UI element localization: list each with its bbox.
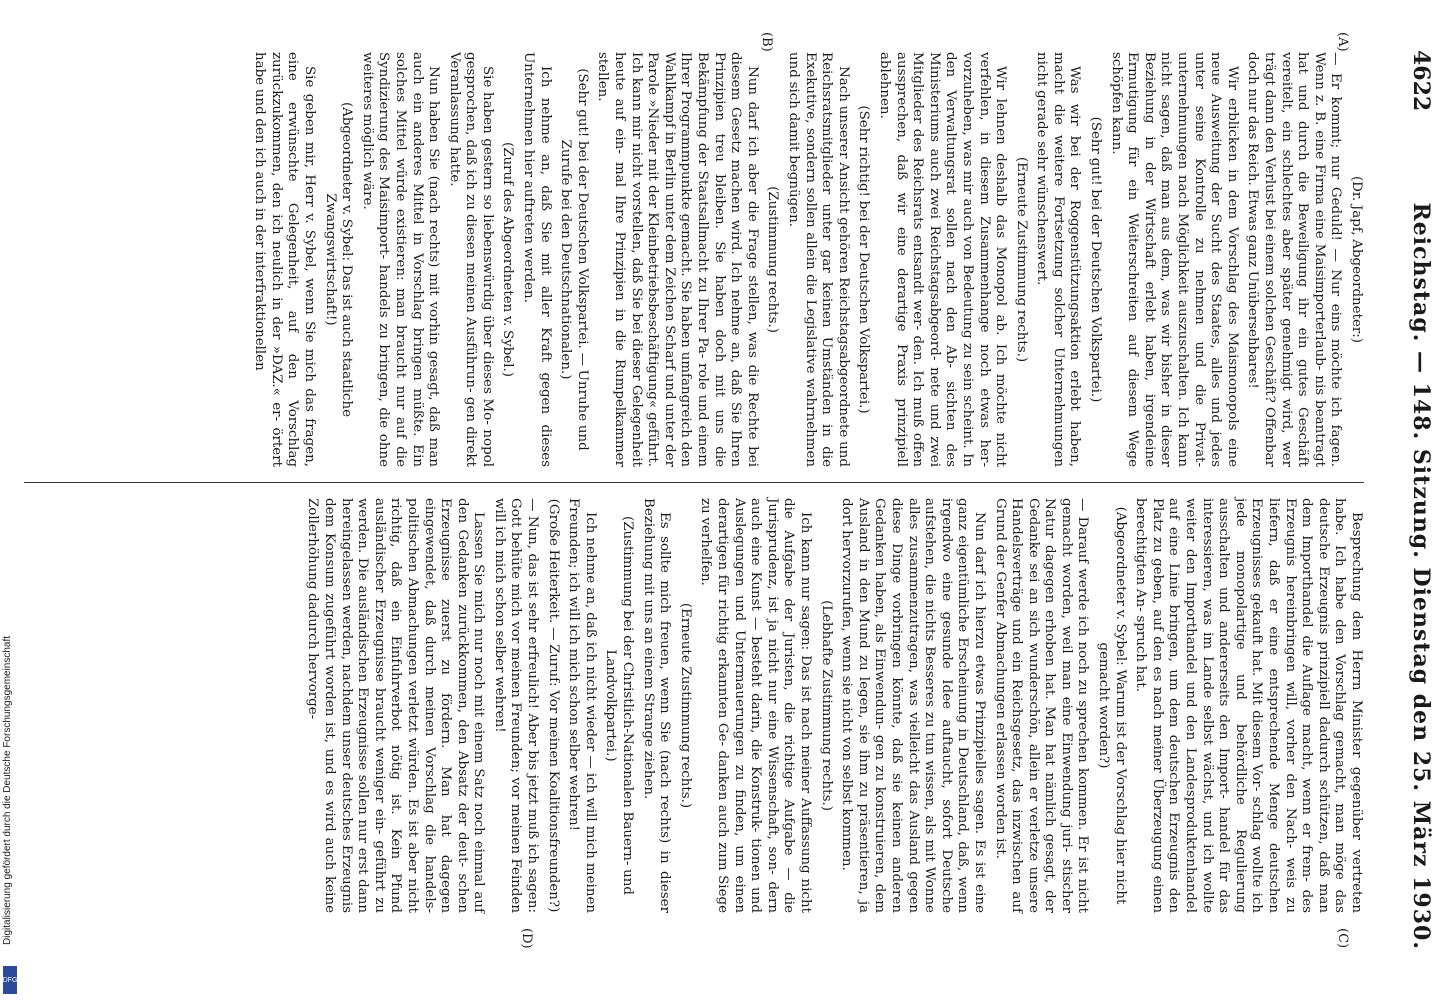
paragraph: (Zustimmung bei der Christlich-Nationalen Bauern- und Landvolkpartei.): [603, 516, 636, 895]
paragraph: (Lebhafte Zustimmung rechts.): [818, 600, 834, 811]
digitization-footer: [2, 436, 18, 996]
page-header: [1374, 50, 1434, 950]
paragraph: Nun darf ich aber die Frage stellen, was die Rechte bei diesem Gesetz machen wird. Ich nehme an, daß Sie Ihren Prinzipien treu bleiben. Sie haben doch mit uns die Bekämpfung der Staatsallmacht zu Ihrer Pa- role und einem Ihrer Programmpunkte gemacht. Sie haben umfangreich den Wahlkampf in Berlin unter dem Zeichen Scharf und unter der Parole »Nieder mit der Kleinbetriebsbeschäftigung« geführt. Ich kann mir nicht vorstellen, daß Sie bei dieser Gelegenheit heute auf ein- mal Ihre Prinzipien in die Rumpelkammer stellen.: [595, 52, 760, 467]
paragraph: (Zuruf des Abgeordneten v. Sybel.): [500, 141, 516, 377]
paragraph: (Sehr richtig! bei der Deutschen Volkspartei.): [856, 105, 872, 414]
paragraph: Sie haben gestern so liebenswürdig über dieses Mo- nopol gesprochen, daß ich zu diesen meinen Ausführun- gen direkt Veranlassung hatte.: [446, 52, 495, 467]
paragraph: — Nun, das ist sehr erfreulich! Aber bis jetzt muß ich sagen: Gott behüte mich vor meinen Freunden; vor meinen Feinden will ich mich schon selber wehren!: [491, 498, 541, 913]
paragraph: (Sehr gut! bei der Deutschen Volkspartei. — Unruhe und Zurufe bei den Deutschnationalen.): [558, 68, 590, 451]
paragraph: — Darauf werde ich noch zu sprechen kommen. Er ist nicht gemacht worden, weil man eine Einwendung juri- stischer Natur dagegen erhoben hat. Man hat nämlich gesagt, der Gedanke sei an sich wunderschön, allein er verletze unsere Handelsverträge und ein Reichsgesetz, das inzwischen auf Grund der Genfer Abmachungen erlassen worden ist.: [992, 498, 1091, 913]
dfg-logo: DFG: [3, 966, 17, 994]
margin-marker-d: (D): [519, 928, 534, 949]
paragraph: Nach unserer Ansicht gehören Reichstagsabgeordnete und Reichsratsmitglieder unter gar keinen Umständen in die Exekutive, sondern sollen allein die Legislative wahrnehmen und sich damit begnügen.: [786, 52, 851, 467]
paragraph: (Große Heiterkeit. — Zuruf: Vor meinen Koalitionsfreunden?): [545, 498, 561, 913]
paragraph: (Sehr gut! bei der Deutschen Volkspartei.): [1088, 116, 1104, 403]
paragraph: (Dr. Japf, Abgeordneter:): [1349, 175, 1364, 344]
rotated-page: [4, 30, 1434, 960]
paragraph: — Er kommt; nur Geduld! — Nur eins möchte ich fagen. Wenn z. B. eine Firma eine Maisimporterlaub- nis beantragt hat und durch die Beweiligung ihr ein gutes Geschäft vereitelt, ein schlechtes aber später genehmigt wird, wer trägt dann den Verlust bei einem solchen Geschäft? Offenbar doch nur das Reich. Etwas ganz Unübersehbares!: [1245, 52, 1344, 467]
paragraph: Wir erblicken in dem Vorschlag des Maismonopols eine neue Ausweitung der Sucht des Staates, alles und jedes unter seine Kontrolle zu nehmen und die Privat- unternehmungen nach Möglichkeit auszuschalten. Ich kann nicht sagen, daß man aus dem, was wir bisher in dieser Beziehung in der Wirtschaft erlebt haben, irgendeine Ermutigung für ein Weiterschreiten auf diesem Wege schöpfen kann.: [1108, 52, 1240, 467]
paragraph: Nun haben Sie (nach rechts) mit vorhin gesagt, daß man auch ein anderes Mittel in Vorschlag bringen müßte. Ein solches Mittel würde existieren: man braucht nur auf die Syndizierung des Maisimport- handels zu bringen, die ohne weiteres möglich wäre.: [359, 52, 442, 467]
left-column: [247, 52, 1364, 467]
paragraph: Besprechung dem Herrn Minister gegenüber vertreten habe. Ich habe den Vorschlag gemacht, man möge das deutsche Erzeugnis prinzipiell dadurch schützen, daß man dem Importhandel die Auflage macht, wenn er frem- des Erzeugnis hereinbringen will, vorher den Nach- weis zu liefern, daß er eine entsprechende Menge deutschen Erzeugnisses gekauft hat. Mit diesem Vor- schlag wollte ich jede monopolartige und behördliche Regulierung ausschalten und andererseits den Import- handel für das interessieren, was im Lande selbst wächst, und ich wollte weiter den Importhandel und den Landesproduktenhandel auf eine Linie bringen, um dem deutschen Erzeugnis den Platz zu geben, auf den es nach meiner Überzeugung einen berechtigten An- spruch hat.: [1133, 498, 1364, 913]
paragraph: (Abgeordneter v. Sybel: Warum ist der Vorschlag hier nicht gemacht worden?): [1096, 506, 1128, 905]
footer-credit: Digitalisierung gefördert durch die Deutsche Forschungsgemeinschaft: [2, 635, 13, 945]
paragraph: Was wir bei der Roggenstützungsaktion erlebt haben, macht die weitere Fortsetzung solcher Unternehmungen nicht gerade sehr wünschenswert.: [1034, 52, 1083, 467]
right-column: [300, 498, 1364, 913]
margin-marker-c: (C): [1335, 928, 1350, 949]
paragraph: Ich nehme an, daß ich nicht wieder — ich will mich meinen Freunden; ich will ich mich schon selber wehren!: [566, 498, 598, 913]
column-divider: [24, 482, 1364, 483]
margin-marker-a: (A): [1335, 32, 1350, 52]
paragraph: Ich nehme an, daß Sie mit aller Kraft gegen dieses Unternehmen hier auftreten werden.: [521, 52, 553, 467]
paragraph: (Zustimmung rechts.): [765, 186, 781, 333]
paragraph: (Abgeordneter v. Sybel: Das ist auch staatliche Zwangswirtschaft!): [322, 101, 355, 418]
paragraph: (Erneute Zustimmung rechts.): [1013, 156, 1029, 363]
paragraph: Sie geben mir, Herr v. Sybel, wenn Sie mich das fragen, eine erwünschte Gelegenheit, auf den Vorschlag zurückzukommen, den ich neulich in der »DAZ.« er- örtert habe und den ich auch in der interfraktionellen: [252, 52, 317, 467]
margin-marker-b: (B): [759, 32, 774, 52]
page-number: 4622: [1408, 50, 1434, 112]
paragraph: Wir lehnen deshalb das Monopol ab. Ich möchte nicht verfehlen, in diesem Zusammenhange noch etwas her- vorzuheben, was mir auch von Bedeutung zu sein scheint. In den Verwaltungsrat sollen nach den Ab- sichten des Ministeriums auch zwei Reichstagsabgeord- nete und zwei Mitglieder des Reichsrats entsandt wer- den. Ich muß offen aussprechen, daß wir eine derartige Praxis prinzipiell ablehnen.: [876, 52, 1009, 467]
header-title: Reichstag. — 148. Sitzung. Dienstag den 25. März 1930.: [1408, 202, 1434, 950]
paragraph: Nun darf ich hierzu etwas Prinzipielles sagen. Es ist eine ganz eigentümliche Erscheinung in Deutschland, daß, wenn irgendwo eine gesunde Idee auftaucht, sofort Deutsche aufstehen, die nichts Besseres zu tun wissen, als mit Wonne alles zusammenzutragen, was vielleicht das Ausland gegen diese Dinge vorbringen könnte, daß sie keinen anderen Gedanken haben, als Einwendun- gen zu konstruieren, dem Ausland in den Mund zu legen, sie ihm zu präsentieren, ja dort hervorzurufen, wenn sie nicht von selbst kommen.: [839, 498, 987, 913]
paragraph: Es sollte mich freuen, wenn Sie (nach rechts) in dieser Beziehung mit uns an einem Strange ziehen.: [640, 498, 673, 913]
paragraph: Lassen Sie mich nur noch mit einem Satz noch einmal auf den Gedanken zurückkommen, den Absatz der deut- schen Erzeugnisse zuerst zu fördern. Man hat dagegen eingewendet, daß durch meinen Vorschlag die handels- politischen Abmachungen verletzt würden. Es ist aber nicht richtig, daß ein Einfuhrverbot nötig ist. Kein Pfund ausländischer Erzeugnisse braucht weniger ein- geführt zu werden. Die ausländischen Erzeugnisse sollen nur erst dann hereingelassen werden, nachdem unser deutsches Erzeugnis dem Konsum zugeführt worden ist, und es wird auch keine Zollerhöhung dadurch hervorge-: [305, 498, 487, 913]
paragraph: Ich kann nur sagen: Das ist nach meiner Auffassung nicht die Aufgabe der Juristen, die richtige Aufgabe — die Jurisprudenz, ist ja nicht nur eine Wissenschaft, son- dern auch eine Kunst — besteht darin, die Konstruk- tionen und Auslegungen und Untermauerungen zu finden, um einen derartigen für richtig erkannten Ge- danken auch zum Siege zu verhelfen.: [698, 498, 813, 913]
paragraph: (Erneute Zustimmung rechts.): [677, 602, 693, 809]
